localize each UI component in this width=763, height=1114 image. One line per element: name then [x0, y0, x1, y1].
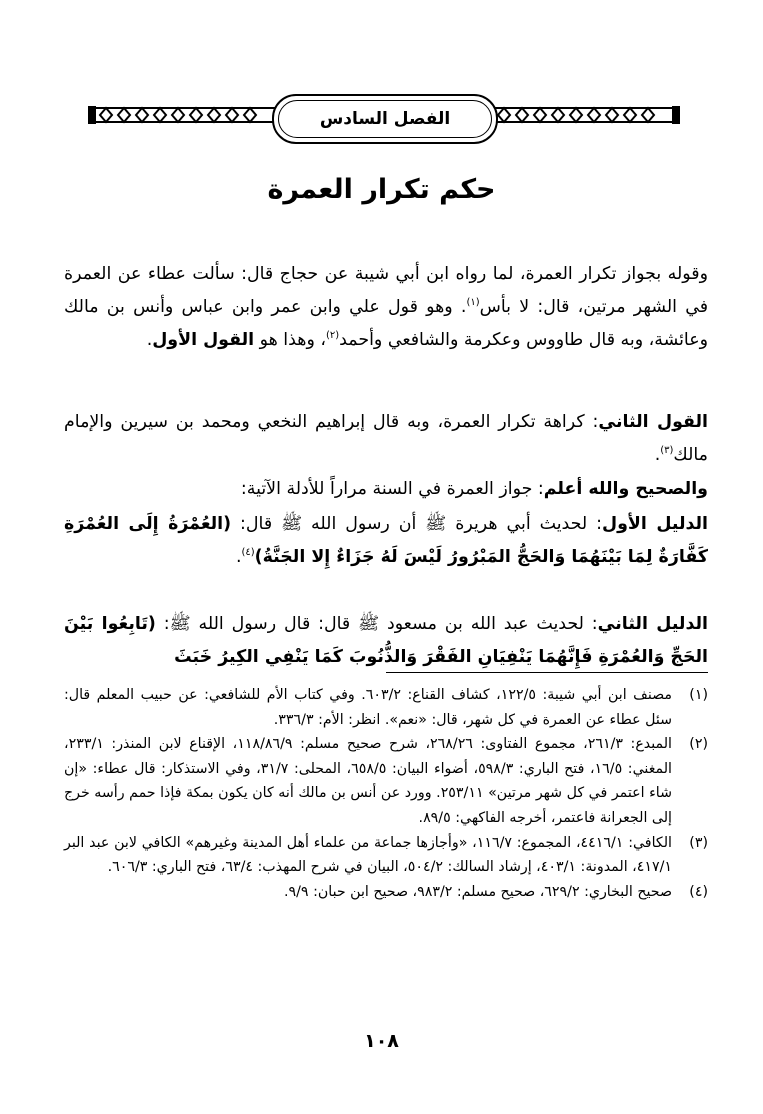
- footnote-ref-3: (٣): [660, 445, 674, 457]
- p1-text-c: ، وهذا هو: [259, 330, 326, 350]
- p2-end: .: [654, 445, 661, 465]
- footnote-number: (٤): [689, 883, 708, 900]
- p4-end: .: [235, 547, 242, 567]
- footnote: [64, 831, 708, 880]
- footnote-number: (٢): [689, 736, 708, 753]
- evidence-one-label: الدليل الأول: [602, 514, 709, 534]
- footnote-text: المبدع: ٢٦١/٣، مجموع الفتاوى: ٢٦٨/٢٦، شرح صحيح مسلم: ١١٨/٨٦/٩، الإقناع لابن المنذر: ٢٣٣/١، المغني: ١٦/٥، فتح الباري: ٥٩٨/٣، أضواء البيان: ٦٥٨/٥، المحلى: ٣١/٧، وفي الاستذكار: قال عطاء: «إن شاء اعتمر في كل شهر مرتين» ٢٥٣/١١. وورد عن أنس بن مالك أنه كان يكون بمكة فإذا حمم رأسه خرج إلى الجعرانة فاعتمر، أخرجه الفاكهي: ٨٩/٥.: [64, 736, 673, 826]
- p1-text-a: وقوله بجواز تكرار العمرة، لما رواه ابن أبي شيبة عن حجاج قال: سألت عطاء عن العمرة في الشهر مرتين، قال: لا بأس: [64, 264, 709, 317]
- p4-text: : لحديث أبي هريرة ﷺ أن رسول الله ﷺ قال:: [240, 514, 603, 534]
- p1-text-b: . وهو قول علي وابن عمر وابن عباس وأنس بن مالك وعائشة، وبه قال طاووس وعكرمة والشافعي وأحمد: [64, 297, 708, 350]
- hadith-one: (العُمْرَةُ إِلَى العُمْرَةِ كَفَّارَةٌ لِمَا بَيْنَهُمَا وَالحَجُّ المَبْرُورُ لَيْسَ لَهُ جَزَاءٌ إِلا الجَنَّةُ): [64, 514, 708, 567]
- p2-text: : كراهة تكرار العمرة، وبه قال إبراهيم النخعي ومحمد بن سيرين والإمام مالك: [64, 412, 708, 465]
- footnote-ref-1: (١): [466, 297, 480, 309]
- evidence-two-label: الدليل الثاني: [597, 614, 708, 634]
- footnote: [64, 880, 708, 905]
- first-opinion-label: القول الأول: [152, 330, 255, 350]
- footnote-text: الكافي: ٤٤١٦/١، المجموع: ١١٦/٧، «وأجازها جماعة من علماء أهل المدينة وغيرهم» الكافي لابن عبد البر ٤١٧/١، المدونة: ٤٠٣/١، إرشاد السالك: ٥٠٤/٢، البيان في شرح المهذب: ٦٣/٤، فتح الباري: ٦٠٦/٣.: [64, 834, 673, 876]
- p5-text: : لحديث عبد الله بن مسعود ﷺ قال: قال رسول الله ﷺ:: [163, 614, 598, 634]
- paragraph-correct-view: [64, 473, 730, 506]
- hadith-two: (تَابِعُوا بَيْنَ الحَجِّ وَالعُمْرَةِ فَإِنَّهُمَا يَنْفِيَانِ الفَقْرَ وَالذُّنُوبَ كَمَا يَنْفِي الكِيرُ خَبَثَ: [64, 614, 708, 667]
- footnotes: [64, 683, 708, 904]
- footnote-text: مصنف ابن أبي شيبة: ١٢٢/٥، كشاف القناع: ٦٠٣/٢. وفي كتاب الأم للشافعي: عن حبيب المعلم قال: سئل عطاء عن العمرة في كل شهر، قال: «نعم». انظر: الأم: ٣٣٦/٣.: [64, 687, 673, 728]
- chapter-header: [272, 94, 498, 144]
- footnote-number: (٣): [689, 834, 708, 851]
- footnote-number: (١): [689, 687, 708, 703]
- p3-text: : جواز العمرة في السنة مراراً للأدلة الآتية:: [240, 479, 544, 499]
- footnote-separator: [386, 672, 708, 673]
- chapter-label: الفصل السادس: [319, 109, 451, 129]
- section-title: حكم تكرار العمرة: [267, 174, 496, 205]
- footnote-text: صحيح البخاري: ٦٢٩/٢، صحيح مسلم: ٩٨٣/٢، صحيح ابن حبان: ٩/٩.: [284, 883, 672, 900]
- footnote-ref-2: (٢): [325, 330, 340, 342]
- correct-view-label: والصحيح والله أعلم: [543, 479, 708, 499]
- paragraph-evidence-two: [64, 608, 730, 674]
- footnote: [64, 683, 708, 732]
- paragraph-opinion-one: [64, 258, 730, 357]
- paragraph-evidence-one: [64, 508, 730, 574]
- second-opinion-label: القول الثاني: [598, 412, 708, 432]
- paragraph-opinion-two: [64, 406, 730, 472]
- footnote: [64, 732, 708, 830]
- page-number: ١٠٨: [364, 1030, 399, 1052]
- p1-end: .: [146, 330, 153, 350]
- footnote-ref-4: (٤): [241, 547, 255, 559]
